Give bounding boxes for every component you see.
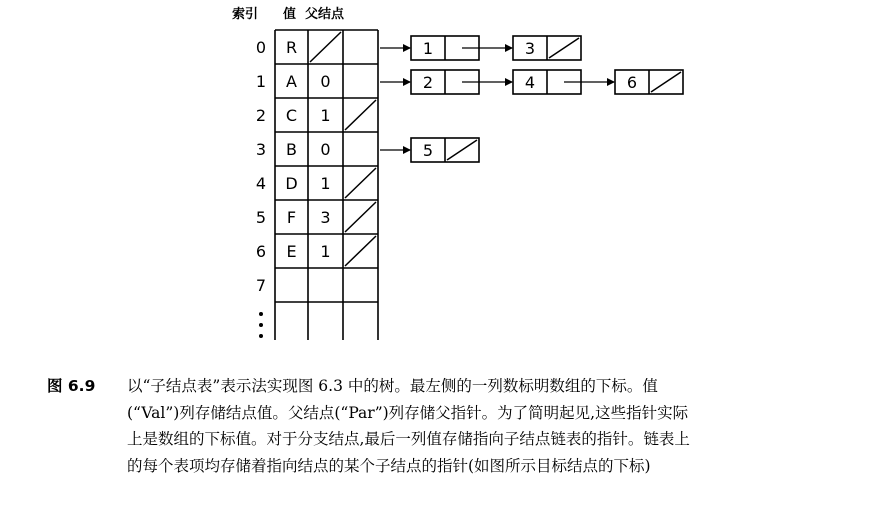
node-value: E	[286, 242, 297, 261]
row-index: 5	[255, 208, 267, 227]
ellipsis-dot	[259, 323, 263, 327]
null-list-slash	[345, 202, 376, 232]
node-value: R	[285, 38, 298, 57]
list-node-child: 2	[422, 73, 434, 92]
table-row	[256, 236, 376, 266]
table-row	[256, 168, 376, 198]
figure-number: 图 6.9	[47, 377, 96, 395]
list-node-child: 4	[524, 73, 536, 92]
caption-line-1: 以“子结点表”表示法实现图 6.3 中的树。最左侧的一列数标明数组的下标。值	[127, 377, 658, 395]
row-index: 0	[255, 38, 267, 57]
table-row	[256, 202, 376, 232]
table-row	[256, 32, 341, 62]
continuation-dots	[259, 312, 263, 338]
header-value: 值	[283, 7, 297, 22]
parent-pointer: 1	[320, 242, 331, 261]
node-value: B	[286, 140, 297, 159]
list-node-child: 3	[524, 39, 536, 58]
child-lists	[356, 36, 683, 162]
table-row	[256, 276, 266, 295]
row-index: 6	[255, 242, 267, 261]
row-index: 7	[255, 276, 267, 295]
null-parent-slash	[310, 32, 341, 62]
list-end-slash	[447, 140, 477, 160]
list-end-slash	[651, 72, 681, 92]
list-end-slash	[549, 38, 579, 58]
child-list	[356, 138, 479, 162]
child-list	[356, 36, 581, 60]
parent-pointer: 0	[320, 140, 331, 159]
array-table	[256, 30, 378, 340]
null-list-slash	[345, 236, 376, 266]
parent-pointer: 1	[320, 106, 331, 125]
null-list-slash	[345, 168, 376, 198]
list-node-child: 5	[422, 141, 434, 160]
parent-pointer: 3	[320, 208, 331, 227]
table-row	[256, 72, 331, 91]
parent-pointer: 1	[320, 174, 331, 193]
node-value: D	[285, 174, 298, 193]
table-row	[256, 100, 376, 130]
row-index: 2	[255, 106, 267, 125]
caption-line-2: (“Val”)列存储结点值。父结点(“Par”)列存储父指针。为了简明起见,这些指针实际	[127, 403, 689, 422]
row-index: 4	[255, 174, 267, 193]
table-row	[256, 140, 331, 159]
caption-line-4: 的每个表项均存储着指向结点的某个子结点的指针(如图所示目标结点的下标)	[127, 456, 651, 475]
parent-pointer: 0	[320, 72, 331, 91]
row-index: 1	[255, 72, 267, 91]
header-index: 索引	[232, 7, 259, 22]
figure-caption	[47, 373, 867, 479]
node-value: A	[286, 72, 297, 91]
list-node-child: 6	[626, 73, 638, 92]
null-list-slash	[345, 100, 376, 130]
node-value: F	[286, 208, 297, 227]
header-parent: 父结点	[305, 7, 345, 22]
caption-line-3: 上是数组的下标值。对于分支结点,最后一列值存储指向子结点链表的指针。链表上	[127, 430, 690, 448]
child-list	[356, 70, 683, 94]
node-value: C	[285, 106, 298, 125]
ellipsis-dot	[259, 312, 263, 316]
list-node-child: 1	[422, 39, 434, 58]
row-index: 3	[255, 140, 267, 159]
ellipsis-dot	[259, 334, 263, 338]
